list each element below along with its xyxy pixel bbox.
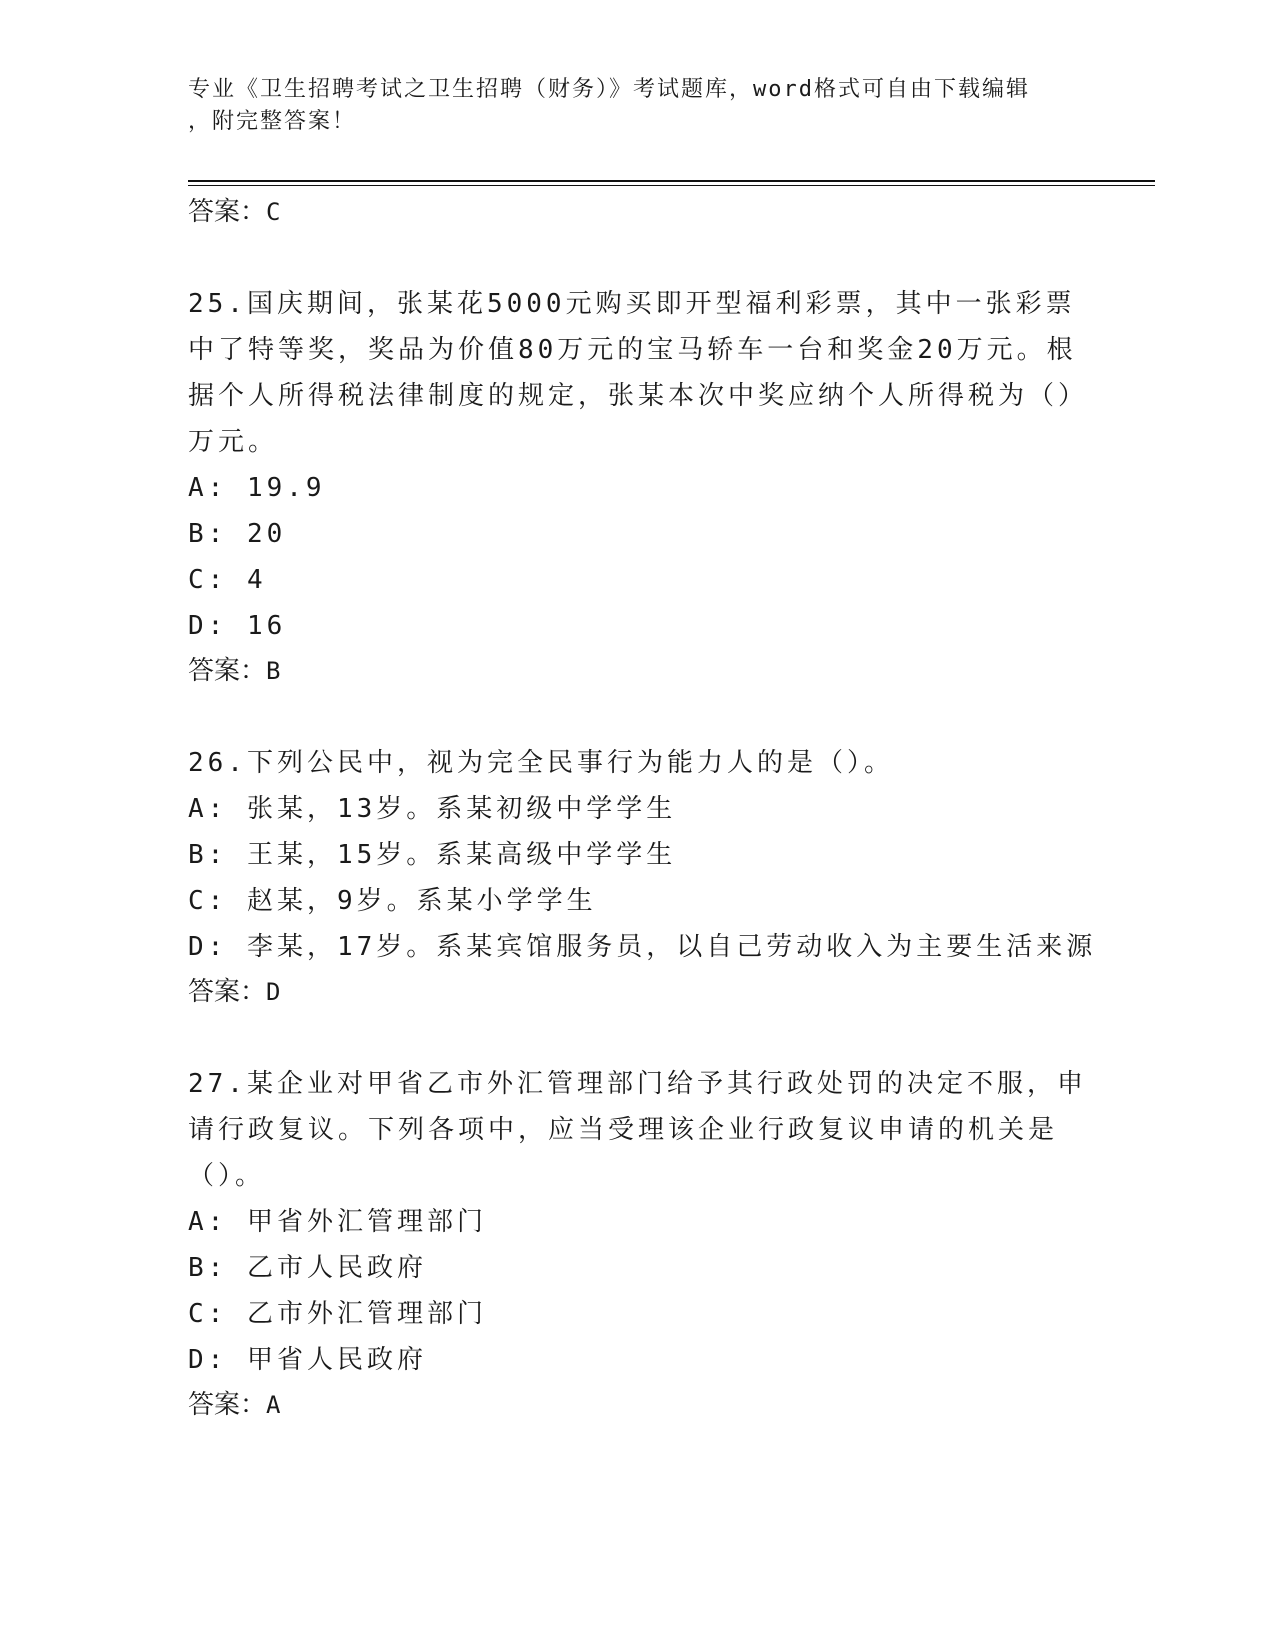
option-a: A: 19.9 [188, 473, 326, 503]
option-c: C: 4 [188, 565, 267, 595]
answer-label: 答案： [188, 656, 267, 686]
question-25 [188, 281, 1088, 693]
answer-line [188, 649, 1088, 693]
answer-label: 答案： [188, 1390, 267, 1420]
option-a: A: 张某，13岁。系某初级中学学生 [188, 794, 677, 824]
answer-label: 答案： [188, 197, 267, 227]
answer-value: A [266, 1391, 281, 1419]
option-d: D: 李某，17岁。系某宾馆服务员，以自己劳动收入为主要生活来源 [188, 932, 1097, 962]
question-text: 27.某企业对甲省乙市外汇管理部门给予其行政处罚的决定不服，申请行政复议。下列各项中，应当受理该企业行政复议申请的机关是（）。 [188, 1069, 1087, 1191]
answer-value: B [266, 657, 281, 685]
option-b: B: 王某，15岁。系某高级中学学生 [188, 840, 677, 870]
header-rule-thick [188, 180, 1155, 182]
option-b: B: 乙市人民政府 [188, 1253, 427, 1283]
answer-value: C [266, 198, 281, 226]
option-a: A: 甲省外汇管理部门 [188, 1207, 487, 1237]
answer-line-24 [188, 190, 1088, 234]
question-text: 26.下列公民中，视为完全民事行为能力人的是（）。 [188, 748, 894, 778]
header-rule-thin [188, 185, 1155, 186]
question-27 [188, 1061, 1088, 1427]
option-b: B: 20 [188, 519, 287, 549]
question-26 [188, 740, 1097, 1014]
header-line-2: ，附完整答案！ [188, 109, 357, 134]
option-c: C: 赵某，9岁。系某小学学生 [188, 886, 597, 916]
answer-label: 答案： [188, 977, 267, 1007]
answer-line [188, 970, 1088, 1014]
page-header [188, 74, 1088, 138]
answer-value: D [266, 978, 281, 1006]
option-d: D: 甲省人民政府 [188, 1345, 427, 1375]
answer-line [188, 1383, 1088, 1427]
question-list [188, 190, 1097, 1427]
header-line-1: 专业《卫生招聘考试之卫生招聘（财务）》考试题库，word格式可自由下载编辑 [188, 77, 1030, 102]
option-d: D: 16 [188, 611, 287, 641]
option-c: C: 乙市外汇管理部门 [188, 1299, 487, 1329]
question-text: 25.国庆期间，张某花5000元购买即开型福利彩票，其中一张彩票中了特等奖，奖品为价值80万元的宝马轿车一台和奖金20万元。根据个人所得税法律制度的规定，张某本次中奖应纳个人所得税为（）万元。 [188, 289, 1089, 457]
